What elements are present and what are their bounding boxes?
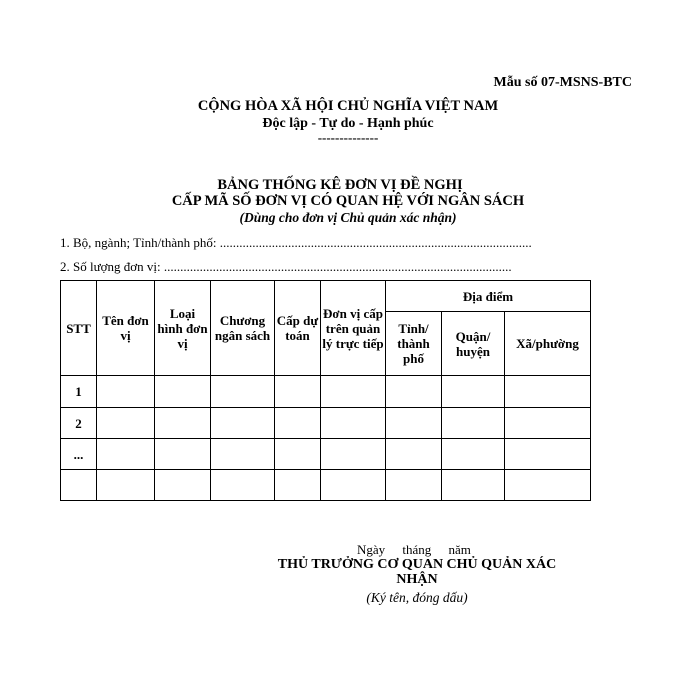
table-row bbox=[61, 470, 591, 501]
table-cell[interactable] bbox=[275, 408, 321, 439]
signature-title-line2: NHẬN bbox=[396, 572, 438, 587]
table-row bbox=[61, 376, 591, 408]
table-cell[interactable] bbox=[61, 470, 97, 501]
table-cell[interactable] bbox=[211, 439, 275, 470]
row-number: 1 bbox=[61, 376, 97, 408]
table-cell[interactable] bbox=[97, 408, 155, 439]
header-separator: -------------- bbox=[317, 130, 379, 145]
table-cell[interactable] bbox=[386, 408, 442, 439]
table-cell[interactable] bbox=[321, 408, 386, 439]
signature-date: Ngày tháng năm bbox=[357, 542, 471, 557]
table-cell[interactable] bbox=[155, 470, 211, 501]
table-cell[interactable] bbox=[505, 470, 591, 501]
header-estimate-level: Cấp dự toán bbox=[275, 281, 321, 376]
table-cell[interactable] bbox=[442, 470, 505, 501]
header-stt: STT bbox=[61, 281, 97, 376]
header-location: Địa điểm bbox=[386, 281, 591, 312]
signature-title-line1: THỦ TRƯỞNG CƠ QUAN CHỦ QUẢN XÁC bbox=[277, 557, 557, 572]
table-cell[interactable] bbox=[505, 408, 591, 439]
table-cell[interactable] bbox=[155, 439, 211, 470]
table-cell[interactable] bbox=[211, 376, 275, 408]
table-cell[interactable] bbox=[505, 376, 591, 408]
header-budget-chapter: Chương ngân sách bbox=[211, 281, 275, 376]
table-cell[interactable] bbox=[97, 439, 155, 470]
table-cell[interactable] bbox=[442, 439, 505, 470]
table-cell[interactable] bbox=[442, 376, 505, 408]
ministry-field: 1. Bộ, ngành; Tỉnh/thành phố: ................................................................................................ bbox=[60, 235, 532, 250]
table-cell[interactable] bbox=[97, 470, 155, 501]
table-cell[interactable] bbox=[442, 408, 505, 439]
table-cell[interactable] bbox=[211, 470, 275, 501]
table-cell[interactable] bbox=[386, 439, 442, 470]
table-cell[interactable] bbox=[505, 439, 591, 470]
table-cell[interactable] bbox=[386, 470, 442, 501]
table-cell[interactable] bbox=[155, 376, 211, 408]
table-cell[interactable] bbox=[386, 376, 442, 408]
table-cell[interactable] bbox=[321, 376, 386, 408]
document-title-line2: CẤP MÃ SỐ ĐƠN VỊ CÓ QUAN HỆ VỚI NGÂN SÁCH bbox=[171, 193, 525, 209]
table-cell[interactable] bbox=[275, 376, 321, 408]
header-district: Quận/ huyện bbox=[442, 312, 505, 376]
table-cell[interactable] bbox=[321, 439, 386, 470]
table-row bbox=[61, 439, 591, 470]
document-title-line1: BẢNG THỐNG KÊ ĐƠN VỊ ĐỀ NGHỊ bbox=[217, 177, 463, 193]
table-cell[interactable] bbox=[155, 408, 211, 439]
table-cell[interactable] bbox=[275, 470, 321, 501]
row-number: 2 bbox=[61, 408, 97, 439]
document-title-note: (Dùng cho đơn vị Chủ quản xác nhận) bbox=[239, 210, 457, 225]
signature-note: (Ký tên, đóng dấu) bbox=[366, 590, 468, 605]
header-province: Tỉnh/ thành phố bbox=[386, 312, 442, 376]
header-ward: Xã/phường bbox=[505, 312, 591, 376]
table-cell[interactable] bbox=[321, 470, 386, 501]
header-unit-name: Tên đơn vị bbox=[97, 281, 155, 376]
form-number: Mẫu số 07-MSNS-BTC bbox=[493, 75, 632, 90]
row-number: ... bbox=[61, 439, 97, 470]
unit-count-field: 2. Số lượng đơn vị: ........................................................................................................... bbox=[60, 259, 512, 274]
table-cell[interactable] bbox=[211, 408, 275, 439]
table-cell[interactable] bbox=[275, 439, 321, 470]
header-parent-unit: Đơn vị cấp trên quản lý trực tiếp bbox=[321, 281, 386, 376]
table-cell[interactable] bbox=[97, 376, 155, 408]
country-header: CỘNG HÒA XÃ HỘI CHỦ NGHĨA VIỆT NAM bbox=[197, 98, 499, 114]
table-row bbox=[61, 408, 591, 439]
unit-table bbox=[60, 280, 591, 501]
motto: Độc lập - Tự do - Hạnh phúc bbox=[262, 116, 434, 131]
header-unit-type: Loại hình đơn vị bbox=[155, 281, 211, 376]
